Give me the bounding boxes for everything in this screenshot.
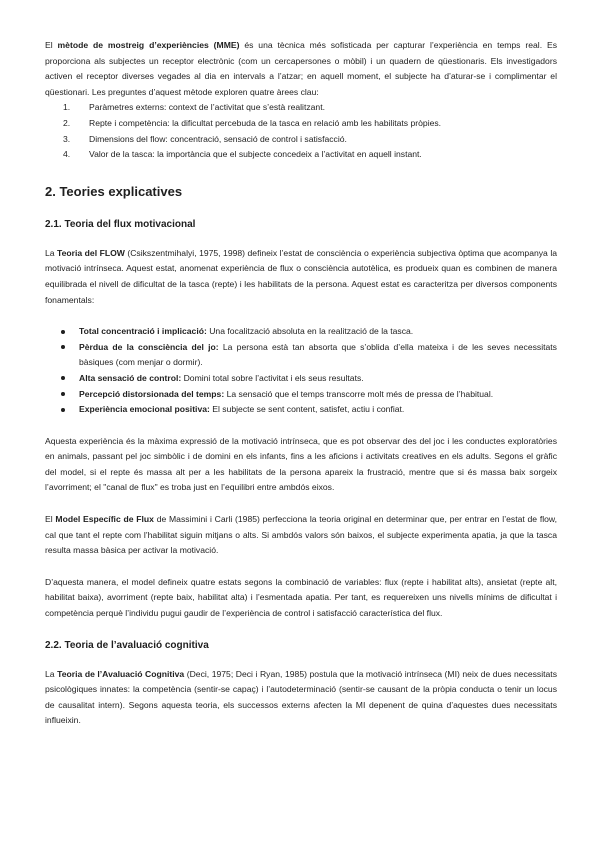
subsection-heading-2-2: 2.2. Teoria de l’avaluació cognitiva: [45, 639, 209, 651]
list-text: Valor de la tasca: la importància que el subjecte concedeix a l’activitat en aquell instant.: [89, 149, 422, 160]
experience-paragraph: Aquesta experiència és la màxima expressió de la motivació intrínseca, que es pot observar des del joc i les conductes exploratòries en animals, passant pel joc simbòlic i de domini en els infants, fins a les aficions i activitats creatives en els adults. Segons el gràfic del model, si el repte és massa alt per a les habilitats de la persona apareix la frustració, mentre que si és massa baix sorgeix l’avorriment; el "canal de flux" es troba just en l’equilibri entre ambdós eixos.: [45, 435, 557, 493]
flow-text: (Csikszentmihalyi, 1975, 1998) defineix l’estat de consciència o experiència subjectiva òptima que acompanya la motivació intrínseca. Aquest estat, anomenat experiència de flux o consciència autotèlica, es produeix quan es combinen de manera equilibrada el nivell de dificultat de la tasca (repte) i les habilitats de la persona. Aquest estat es caracteritza per diversos components fonamentals:: [45, 247, 558, 305]
mme-text: és una tècnica més sofisticada per capturar l’experiència en temps real. Es proporciona als subjectes un receptor electrònic (com un cercapersones o mòbil) i un quadern de qüestionaris. Els investigadors activen el receptor diverses vegades al dia en intervals a l’atzar; en aquell moment, el subjecte ha d’aturar-se i complimentar el qüestionari. Les preguntes d’aquest mètode exploren quatre àrees clau:: [45, 40, 557, 97]
cognitive-evaluation-paragraph: [45, 667, 557, 729]
component-text: Una focalització absoluta en la realització de la tasca.: [206, 326, 414, 337]
page-content: [45, 38, 557, 729]
list-text: Repte i competència: la dificultat percebuda de la tasca en relació amb les habilitats pròpies.: [89, 117, 442, 128]
list-number: 3.: [63, 133, 71, 144]
cet-text: (Deci, 1975; Deci i Ryan, 1985) postula que la motivació intrínseca (MI) neix de dues necessitats psicològiques innates: la competència (sentir-se capaç) i l’autodeterminació (sentir-se causant de la pròpia conducta o tenir un locus de causalitat intern). Segons aquesta teoria, els successos externs afecten la MI depenent de quina d’aquestes dues necessitats influeixin.: [45, 668, 557, 726]
model-lead: El: [45, 514, 56, 525]
mme-lead: El: [45, 40, 58, 50]
four-states-paragraph: D’aquesta manera, el model defineix quatre estats segons la combinació de variables: flux (repte i habilitat alts), ansietat (repte alt, habilitat baixa), avorriment (repte baix, habilitat alta) i l’esmentada apatia. Per tant, es requereixen uns nivells mínims de dificultat i competència perquè l’individu pugui gaudir de l’experiència de control i satisfacció característica del flux.: [45, 576, 557, 619]
cet-lead: La: [45, 668, 58, 679]
model-term: Model Específic de Flux: [55, 514, 154, 525]
list-item: [45, 324, 557, 340]
subsection-heading-2-1: 2.1. Teoria del flux motivacional: [45, 218, 196, 230]
flow-theory-paragraph: [45, 246, 557, 308]
bullet-icon: [61, 345, 65, 349]
list-number: 4.: [63, 149, 71, 160]
flow-components-list: [45, 324, 557, 418]
list-item: [45, 132, 557, 148]
bullet-icon: [61, 392, 65, 396]
section-heading-2: 2. Teories explicatives: [45, 183, 183, 199]
list-item: [45, 371, 557, 387]
mme-term: mètode de mostreig d’experiències (MME): [57, 40, 240, 50]
component-text: El subjecte se sent content, satisfet, actiu i confiat.: [209, 404, 405, 415]
component-text: La persona està tan absorta que s’oblida d’ella mateixa i de les seves necessitats bàsiques (com menjar o dormir).: [79, 341, 557, 368]
list-text: Paràmetres externs: context de l’activitat que s’està realitzant.: [89, 102, 325, 113]
mme-paragraph: [45, 38, 557, 100]
list-item: [45, 340, 557, 371]
list-item: [45, 100, 557, 116]
bullet-icon: [61, 330, 65, 334]
model-text: de Massimini i Carli (1985) perfecciona la teoria original en determinar que, per entrar en l’estat de flow, cal que tant el repte com l’habilitat siguin mitjans o alts. Si ambdós valors són baixos, el subjecte experimenta apatia, ja que la tasca resulta massa bàsica per activar la motivació.: [45, 514, 558, 556]
bullet-icon: [61, 376, 65, 380]
list-item: [45, 402, 557, 418]
flow-term: Teoria del FLOW: [57, 247, 125, 258]
component-term: Total concentració i implicació:: [79, 326, 207, 337]
component-text: La sensació que el temps transcorre molt més de pressa de l’habitual.: [224, 388, 494, 399]
list-item: [45, 387, 557, 403]
flow-lead: La: [45, 247, 58, 258]
list-text: Dimensions del flow: concentració, sensació de control i satisfacció.: [89, 133, 347, 144]
specific-model-paragraph: [45, 512, 557, 559]
bullet-icon: [61, 408, 65, 412]
cet-term: Teoria de l’Avaluació Cognitiva: [57, 668, 185, 679]
list-item: [45, 147, 557, 163]
component-term: Experiència emocional positiva:: [79, 404, 210, 415]
component-text: Domini total sobre l’activitat i els seus resultats.: [181, 372, 364, 383]
list-number: 2.: [63, 117, 71, 128]
component-term: Pèrdua de la consciència del jo:: [79, 341, 219, 352]
component-term: Alta sensació de control:: [79, 372, 182, 383]
list-item: [45, 116, 557, 132]
list-number: 1.: [63, 102, 71, 113]
component-term: Percepció distorsionada del temps:: [79, 388, 225, 399]
areas-list: [45, 100, 557, 162]
